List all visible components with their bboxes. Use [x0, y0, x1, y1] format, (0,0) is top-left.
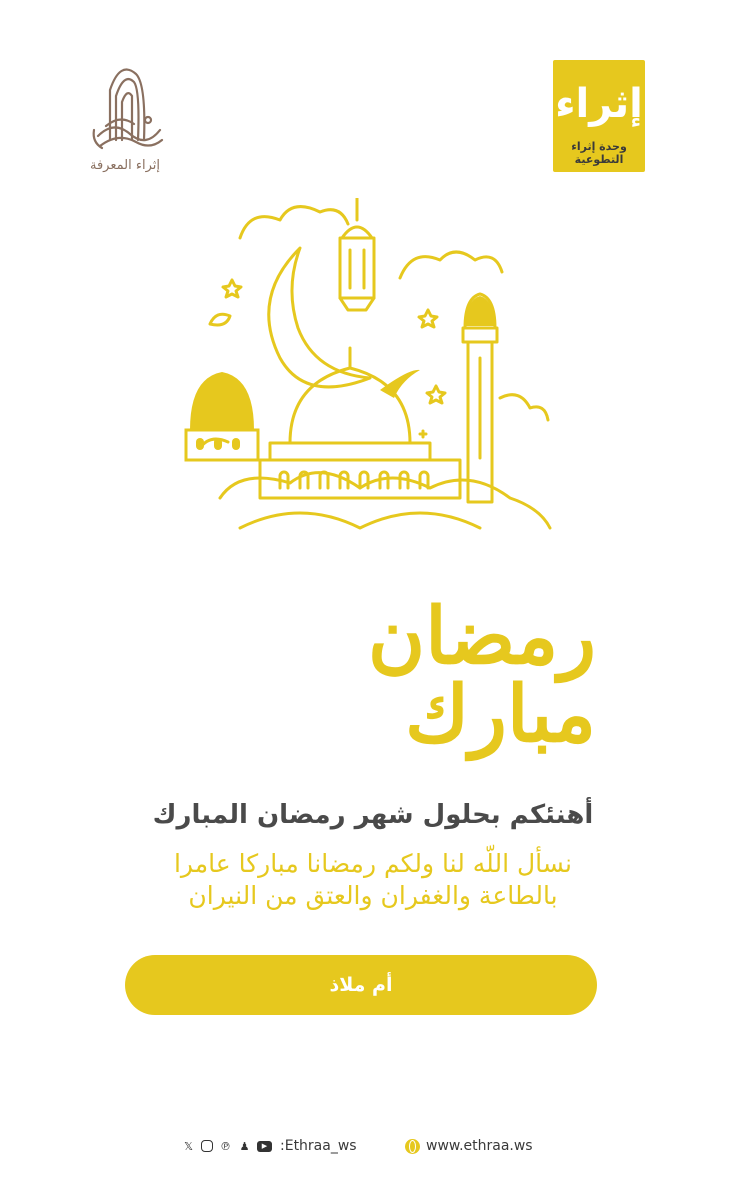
footer	[0, 1138, 746, 1162]
prayer-line-1: نسأل اللّه لنا ولكم رمضانا مباركا عامرا	[173, 849, 573, 878]
knowledge-logo-caption: إثراء المعرفة	[90, 158, 160, 173]
mosque-illustration	[180, 198, 560, 548]
instagram-icon[interactable]	[201, 1140, 213, 1152]
cloud-top-icon	[240, 207, 348, 238]
x-icon[interactable]: 𝕏	[184, 1139, 193, 1153]
pinterest-icon[interactable]: ℗	[220, 1139, 231, 1153]
social-handle[interactable]: :Ethraa_ws	[280, 1138, 357, 1154]
calligraphy-text: رمضان مبارك	[367, 591, 596, 760]
main-dome-icon	[290, 368, 410, 443]
prayer-line-2: بالطاعة والغفران والعتق من النيران	[188, 881, 558, 910]
social-links	[182, 1138, 357, 1154]
crescent-moon-icon	[269, 248, 370, 387]
logo-caption: وحدة إثراء التطوعية	[571, 140, 627, 166]
website-link[interactable]	[405, 1138, 533, 1154]
star-icon	[223, 280, 241, 297]
knowledge-logo-icon	[70, 50, 180, 158]
greeting-text: أهنئكم بحلول شهر رمضان المبارك	[152, 800, 594, 830]
website-url[interactable]: www.ethraa.ws	[426, 1138, 533, 1154]
ramadan-mubarak-calligraphy	[150, 591, 596, 760]
youtube-icon[interactable]: ▶	[257, 1141, 272, 1152]
lantern-icon	[342, 227, 372, 238]
ethraa-knowledge-logo	[70, 50, 180, 180]
ethraa-volunteer-logo	[553, 60, 645, 172]
small-dome-icon	[190, 372, 254, 430]
logo-mark: إثراء	[555, 81, 643, 127]
prayer-text	[90, 848, 656, 912]
snapchat-icon[interactable]: ♟	[239, 1139, 250, 1153]
sender-name-pill: أم ملاذ	[125, 955, 597, 1015]
globe-icon	[405, 1139, 420, 1154]
